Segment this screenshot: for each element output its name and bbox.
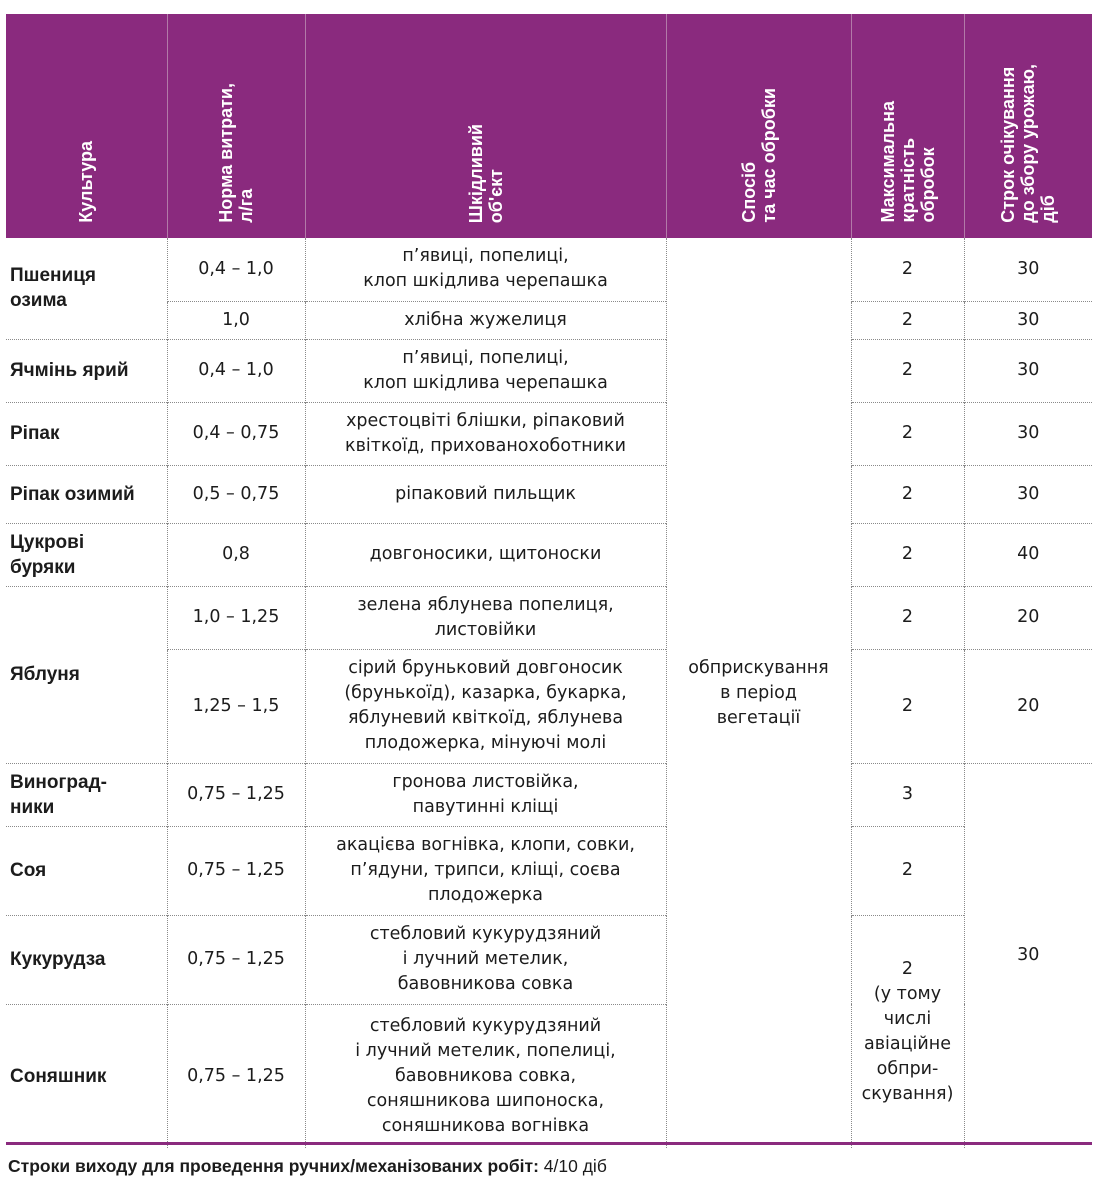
max-cell: 2 [851, 339, 964, 402]
rate-cell: 0,4 – 1,0 [167, 339, 305, 402]
rate-cell: 1,0 – 1,25 [167, 586, 305, 649]
footnote-label: Строки виходу для проведення ручних/механізованих робіт: [8, 1156, 539, 1176]
pest-cell: п’явиці, попелиці, клоп шкідлива черепашка [305, 238, 666, 301]
max-cell: 2 [851, 301, 964, 339]
crop-cell: Виноград- ники [6, 763, 167, 826]
max-cell: 3 [851, 763, 964, 826]
rate-cell: 1,0 [167, 301, 305, 339]
pest-cell: зелена яблунева попелиця, листовійки [305, 586, 666, 649]
header-pest: Шкідливий об'єкт [305, 14, 666, 238]
product-application-table [6, 14, 1092, 1148]
header-crop: Культура [6, 14, 167, 238]
wait-cell: 20 [964, 649, 1092, 763]
rate-cell: 0,75 – 1,25 [167, 763, 305, 826]
header-row [6, 14, 1092, 238]
wait-cell: 30 [964, 763, 1092, 1148]
top-strip [0, 0, 1102, 14]
pest-cell: сірий бруньковий довгоносик (брунькоїд), казарка, букарка, яблуневий квіткоїд, яблунева плодожерка, мінуючі молі [305, 649, 666, 763]
max-cell: 2 [851, 586, 964, 649]
wait-cell: 30 [964, 402, 1092, 465]
rate-cell: 0,4 – 0,75 [167, 402, 305, 465]
header-method: Спосіб та час обробки [666, 14, 851, 238]
max-cell: 2 [851, 465, 964, 523]
max-cell: 2 [851, 523, 964, 586]
table-bottom-rule [6, 1142, 1092, 1145]
wait-cell: 30 [964, 465, 1092, 523]
table-row [6, 763, 1092, 826]
wait-cell: 30 [964, 301, 1092, 339]
max-cell: 2 [851, 826, 964, 915]
wait-cell: 30 [964, 339, 1092, 402]
pest-cell: стебловий кукурудзяний і лучний метелик, бавовникова совка [305, 915, 666, 1004]
rate-cell: 0,8 [167, 523, 305, 586]
table-row [6, 523, 1092, 586]
table-row [6, 465, 1092, 523]
pest-cell: довгоносики, щитоноски [305, 523, 666, 586]
crop-cell: Пшениця озима [10, 265, 96, 312]
crop-cell: Ріпак озимий [6, 465, 167, 523]
table-row [6, 915, 1092, 1004]
pest-cell: гронова листовійка, павутинні кліщі [305, 763, 666, 826]
rate-cell: 0,75 – 1,25 [167, 915, 305, 1004]
header-max: Максимальна кратність обробок [851, 14, 964, 238]
pest-cell: стебловий кукурудзяний і лучний метелик, попелиці, бавовникова совка, соняшникова шипоноска, соняшникова вогнівка [305, 1004, 666, 1148]
footnote-value: 4/10 діб [543, 1156, 607, 1176]
rate-cell: 0,5 – 0,75 [167, 465, 305, 523]
pest-cell: хрестоцвіті блішки, ріпаковий квіткоїд, прихованохоботники [305, 402, 666, 465]
max-cell: 2 [851, 649, 964, 763]
crop-cell: Яблуня [6, 586, 167, 763]
max-cell: 2 [851, 238, 964, 301]
pest-cell: ріпаковий пильщик [305, 465, 666, 523]
table-row [6, 301, 1092, 339]
pest-cell: п’явиці, попелиці, клоп шкідлива черепашка [305, 339, 666, 402]
crop-cell: Ячмінь ярий [6, 339, 167, 402]
crop-cell: Цукрові буряки [6, 523, 167, 586]
rate-cell: 0,75 – 1,25 [167, 826, 305, 915]
wait-cell: 30 [964, 238, 1092, 301]
table-row [6, 586, 1092, 649]
crop-cell: Соняшник [6, 1004, 167, 1148]
rate-cell: 0,4 – 1,0 [167, 238, 305, 301]
pest-cell: хлібна жужелиця [305, 301, 666, 339]
header-rate: Норма витрати, л/га [167, 14, 305, 238]
table-row [6, 402, 1092, 465]
pest-cell: акацієва вогнівка, клопи, совки, п’ядуни, трипси, кліщі, соєва плодожерка [305, 826, 666, 915]
method-cell: обприскування в період вегетації [666, 238, 851, 1148]
wait-cell: 40 [964, 523, 1092, 586]
table-row [6, 649, 1092, 763]
rate-cell: 1,25 – 1,5 [167, 649, 305, 763]
table-row [6, 826, 1092, 915]
crop-cell: Кукурудза [6, 915, 167, 1004]
rate-cell: 0,75 – 1,25 [167, 1004, 305, 1148]
header-wait: Строк очікування до збору урожаю, діб [964, 14, 1092, 238]
crop-cell: Ріпак [6, 402, 167, 465]
max-cell: 2 [851, 402, 964, 465]
footnote [8, 1156, 607, 1177]
table-row [6, 238, 1092, 301]
table-row [6, 339, 1092, 402]
wait-cell: 20 [964, 586, 1092, 649]
max-cell: 2 (у тому числі авіаційне обпри- скування) [851, 915, 964, 1148]
crop-cell: Соя [6, 826, 167, 915]
